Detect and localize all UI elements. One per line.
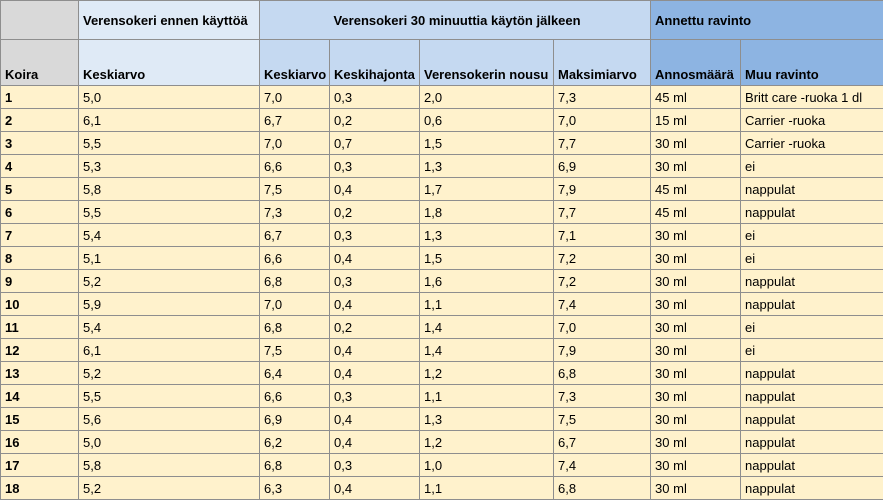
cell-rise[interactable]: 1,1 (420, 293, 554, 316)
cell-rise[interactable]: 1,5 (420, 132, 554, 155)
cell-dose[interactable]: 30 ml (651, 132, 741, 155)
cell-rise[interactable]: 1,8 (420, 201, 554, 224)
cell-rise[interactable]: 1,3 (420, 408, 554, 431)
cell-dog[interactable]: 6 (1, 201, 79, 224)
cell-other[interactable]: Carrier -ruoka (741, 132, 883, 155)
group-header-after[interactable]: Verensokeri 30 minuuttia käytön jälkeen (260, 1, 651, 40)
cell-max[interactable]: 7,9 (554, 339, 651, 362)
cell-std[interactable]: 0,3 (330, 86, 420, 109)
cell-std[interactable]: 0,4 (330, 247, 420, 270)
table-row (1, 270, 883, 293)
cell-rise[interactable]: 1,1 (420, 477, 554, 500)
cell-dose[interactable]: 30 ml (651, 385, 741, 408)
cell-dog[interactable]: 18 (1, 477, 79, 500)
cell-dose[interactable]: 30 ml (651, 224, 741, 247)
cell-rise[interactable]: 1,1 (420, 385, 554, 408)
cell-other[interactable]: nappulat (741, 362, 883, 385)
cell-before-mean[interactable]: 5,2 (79, 477, 260, 500)
cell-other[interactable]: ei (741, 155, 883, 178)
cell-other[interactable]: nappulat (741, 385, 883, 408)
col-header-dog[interactable]: Koira (1, 40, 79, 86)
table-row (1, 86, 883, 109)
cell-after-mean[interactable]: 6,8 (260, 316, 330, 339)
cell-dose[interactable]: 15 ml (651, 109, 741, 132)
header-group-row (1, 1, 883, 40)
col-header-before-mean[interactable]: Keskiarvo (79, 40, 260, 86)
cell-before-mean[interactable]: 5,1 (79, 247, 260, 270)
table-row (1, 109, 883, 132)
cell-before-mean[interactable]: 5,0 (79, 431, 260, 454)
cell-rise[interactable]: 1,4 (420, 316, 554, 339)
cell-before-mean[interactable]: 5,5 (79, 201, 260, 224)
cell-other[interactable]: nappulat (741, 431, 883, 454)
cell-before-mean[interactable]: 5,5 (79, 385, 260, 408)
cell-after-mean[interactable]: 7,5 (260, 178, 330, 201)
cell-before-mean[interactable]: 5,4 (79, 224, 260, 247)
table-row (1, 224, 883, 247)
cell-other[interactable]: Britt care -ruoka 1 dl (741, 86, 883, 109)
cell-other[interactable]: nappulat (741, 454, 883, 477)
cell-max[interactable]: 7,0 (554, 316, 651, 339)
cell-before-mean[interactable]: 5,2 (79, 270, 260, 293)
cell-rise[interactable]: 1,3 (420, 155, 554, 178)
cell-after-mean[interactable]: 6,3 (260, 477, 330, 500)
cell-rise[interactable]: 1,5 (420, 247, 554, 270)
cell-before-mean[interactable]: 5,3 (79, 155, 260, 178)
cell-max[interactable]: 6,9 (554, 155, 651, 178)
cell-std[interactable]: 0,4 (330, 431, 420, 454)
cell-max[interactable]: 6,7 (554, 431, 651, 454)
col-header-dose[interactable]: Annosmäärä (651, 40, 741, 86)
cell-other[interactable]: nappulat (741, 201, 883, 224)
cell-std[interactable]: 0,4 (330, 477, 420, 500)
table-row (1, 477, 883, 500)
cell-rise[interactable]: 2,0 (420, 86, 554, 109)
cell-before-mean[interactable]: 5,0 (79, 86, 260, 109)
cell-max[interactable]: 7,2 (554, 247, 651, 270)
cell-after-mean[interactable]: 6,8 (260, 270, 330, 293)
cell-after-mean[interactable]: 6,4 (260, 362, 330, 385)
cell-before-mean[interactable]: 6,1 (79, 339, 260, 362)
cell-after-mean[interactable]: 6,6 (260, 155, 330, 178)
col-header-rise[interactable]: Verensokerin nousu (420, 40, 554, 86)
cell-rise[interactable]: 0,6 (420, 109, 554, 132)
cell-after-mean[interactable]: 7,5 (260, 339, 330, 362)
table-row (1, 178, 883, 201)
cell-rise[interactable]: 1,7 (420, 178, 554, 201)
cell-after-mean[interactable]: 6,6 (260, 247, 330, 270)
cell-dose[interactable]: 30 ml (651, 477, 741, 500)
cell-std[interactable]: 0,3 (330, 454, 420, 477)
cell-std[interactable]: 0,4 (330, 408, 420, 431)
cell-other[interactable]: ei (741, 224, 883, 247)
cell-after-mean[interactable]: 6,6 (260, 385, 330, 408)
cell-dose[interactable]: 45 ml (651, 178, 741, 201)
cell-dose[interactable]: 30 ml (651, 247, 741, 270)
cell-dog[interactable]: 1 (1, 86, 79, 109)
cell-std[interactable]: 0,2 (330, 109, 420, 132)
cell-std[interactable]: 0,4 (330, 362, 420, 385)
cell-after-mean[interactable]: 6,8 (260, 454, 330, 477)
cell-before-mean[interactable]: 5,5 (79, 132, 260, 155)
cell-rise[interactable]: 1,0 (420, 454, 554, 477)
cell-dose[interactable]: 30 ml (651, 270, 741, 293)
table-row (1, 385, 883, 408)
cell-dose[interactable]: 30 ml (651, 339, 741, 362)
cell-dose[interactable]: 45 ml (651, 201, 741, 224)
cell-dog[interactable]: 14 (1, 385, 79, 408)
cell-max[interactable]: 7,4 (554, 293, 651, 316)
cell-after-mean[interactable]: 7,0 (260, 86, 330, 109)
table-body (1, 86, 883, 500)
cell-max[interactable]: 6,8 (554, 477, 651, 500)
cell-rise[interactable]: 1,2 (420, 431, 554, 454)
cell-dose[interactable]: 30 ml (651, 431, 741, 454)
cell-rise[interactable]: 1,2 (420, 362, 554, 385)
cell-std[interactable]: 0,3 (330, 270, 420, 293)
cell-other[interactable]: Carrier -ruoka (741, 109, 883, 132)
cell-dog[interactable]: 4 (1, 155, 79, 178)
cell-max[interactable]: 7,2 (554, 270, 651, 293)
cell-after-mean[interactable]: 6,7 (260, 109, 330, 132)
cell-dog[interactable]: 13 (1, 362, 79, 385)
table-row (1, 132, 883, 155)
cell-before-mean[interactable]: 5,6 (79, 408, 260, 431)
cell-std[interactable]: 0,7 (330, 132, 420, 155)
cell-dog[interactable]: 8 (1, 247, 79, 270)
cell-other[interactable]: ei (741, 316, 883, 339)
cell-dose[interactable]: 30 ml (651, 408, 741, 431)
table-row (1, 454, 883, 477)
cell-rise[interactable]: 1,4 (420, 339, 554, 362)
cell-dog[interactable]: 2 (1, 109, 79, 132)
cell-after-mean[interactable]: 7,0 (260, 132, 330, 155)
cell-max[interactable]: 7,1 (554, 224, 651, 247)
col-header-max[interactable]: Maksimiarvo (554, 40, 651, 86)
cell-dog[interactable]: 11 (1, 316, 79, 339)
cell-std[interactable]: 0,3 (330, 224, 420, 247)
cell-std[interactable]: 0,4 (330, 339, 420, 362)
cell-dose[interactable]: 30 ml (651, 454, 741, 477)
cell-dog[interactable]: 12 (1, 339, 79, 362)
group-header-nutrition[interactable]: Annettu ravinto (651, 1, 883, 40)
col-header-other[interactable]: Muu ravinto (741, 40, 883, 86)
cell-std[interactable]: 0,4 (330, 178, 420, 201)
cell-dog[interactable]: 3 (1, 132, 79, 155)
cell-max[interactable]: 7,3 (554, 86, 651, 109)
cell-max[interactable]: 7,5 (554, 408, 651, 431)
cell-max[interactable]: 7,7 (554, 201, 651, 224)
cell-dog[interactable]: 7 (1, 224, 79, 247)
col-header-after-mean[interactable]: Keskiarvo (260, 40, 330, 86)
cell-rise[interactable]: 1,6 (420, 270, 554, 293)
cell-max[interactable]: 6,8 (554, 362, 651, 385)
cell-after-mean[interactable]: 6,7 (260, 224, 330, 247)
cell-other[interactable]: nappulat (741, 408, 883, 431)
group-header-before[interactable]: Verensokeri ennen käyttöä (79, 1, 260, 40)
cell-before-mean[interactable]: 5,8 (79, 178, 260, 201)
cell-dose[interactable]: 30 ml (651, 293, 741, 316)
cell-dog[interactable]: 15 (1, 408, 79, 431)
cell-dose[interactable]: 30 ml (651, 362, 741, 385)
cell-other[interactable]: nappulat (741, 477, 883, 500)
cell-dose[interactable]: 30 ml (651, 316, 741, 339)
table-row (1, 408, 883, 431)
cell-after-mean[interactable]: 6,2 (260, 431, 330, 454)
table-row (1, 201, 883, 224)
cell-max[interactable]: 7,4 (554, 454, 651, 477)
cell-before-mean[interactable]: 5,4 (79, 316, 260, 339)
cell-rise[interactable]: 1,3 (420, 224, 554, 247)
corner-cell[interactable] (1, 1, 79, 40)
cell-other[interactable]: nappulat (741, 178, 883, 201)
cell-dog[interactable]: 9 (1, 270, 79, 293)
table-row (1, 293, 883, 316)
cell-max[interactable]: 7,3 (554, 385, 651, 408)
header-column-row (1, 40, 883, 86)
cell-after-mean[interactable]: 7,0 (260, 293, 330, 316)
cell-other[interactable]: ei (741, 339, 883, 362)
table-row (1, 316, 883, 339)
table-row (1, 362, 883, 385)
table-row (1, 431, 883, 454)
cell-dog[interactable]: 5 (1, 178, 79, 201)
cell-dog[interactable]: 16 (1, 431, 79, 454)
cell-after-mean[interactable]: 6,9 (260, 408, 330, 431)
table-row (1, 247, 883, 270)
cell-max[interactable]: 7,0 (554, 109, 651, 132)
cell-max[interactable]: 7,7 (554, 132, 651, 155)
cell-before-mean[interactable]: 6,1 (79, 109, 260, 132)
cell-dose[interactable]: 30 ml (651, 155, 741, 178)
cell-before-mean[interactable]: 5,2 (79, 362, 260, 385)
cell-before-mean[interactable]: 5,8 (79, 454, 260, 477)
cell-std[interactable]: 0,4 (330, 293, 420, 316)
cell-max[interactable]: 7,9 (554, 178, 651, 201)
table-row (1, 339, 883, 362)
cell-before-mean[interactable]: 5,9 (79, 293, 260, 316)
cell-after-mean[interactable]: 7,3 (260, 201, 330, 224)
cell-dog[interactable]: 17 (1, 454, 79, 477)
cell-dog[interactable]: 10 (1, 293, 79, 316)
cell-dose[interactable]: 45 ml (651, 86, 741, 109)
cell-std[interactable]: 0,3 (330, 385, 420, 408)
col-header-std[interactable]: Keskihajonta (330, 40, 420, 86)
cell-std[interactable]: 0,2 (330, 201, 420, 224)
cell-std[interactable]: 0,2 (330, 316, 420, 339)
cell-std[interactable]: 0,3 (330, 155, 420, 178)
cell-other[interactable]: nappulat (741, 270, 883, 293)
cell-other[interactable]: ei (741, 247, 883, 270)
cell-other[interactable]: nappulat (741, 293, 883, 316)
table-row (1, 155, 883, 178)
